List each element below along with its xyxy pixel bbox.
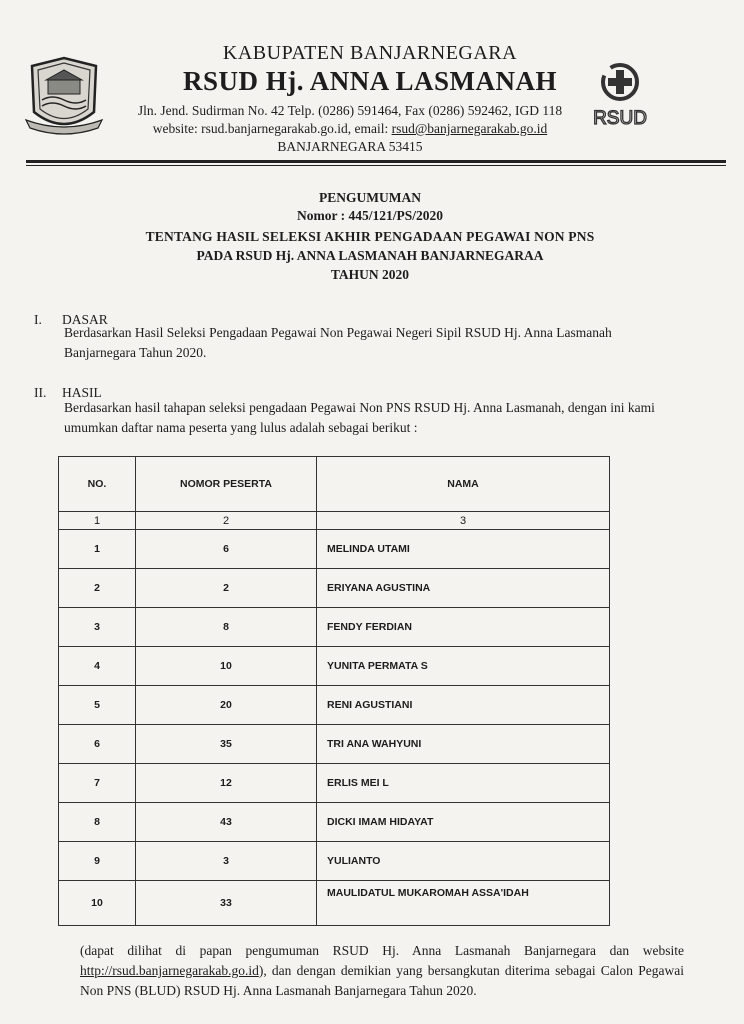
closing-text-end: ), dan dengan demikian yang bersangkutan diterima sebagai Calon Pegawai Non PNS (BLUD) RSUD Hj. Anna Lasmanah Banjarnegara Tahun 2020. [80,963,684,998]
row-no: 3 [59,608,136,647]
row-nama: TRI ANA WAHYUNI [317,725,610,764]
row-nama: RENI AGUSTIANI [317,686,610,725]
index-cell: 3 [317,512,610,530]
row-no: 10 [59,881,136,926]
address-line: Jln. Jend. Sudirman No. 42 Telp. (0286) 591464, Fax (0286) 592462, IGD 118 [137,103,563,118]
rsud-logo-text: RSUD [593,108,647,129]
table-row [59,608,610,647]
table-row [59,725,610,764]
letterhead-rule-thin [26,165,726,166]
header-no: NO. [59,457,136,512]
row-no: 4 [59,647,136,686]
table-row [59,842,610,881]
row-nomor: 33 [136,881,317,926]
row-no: 6 [59,725,136,764]
row-nama: YULIANTO [317,842,610,881]
announcement-heading: PENGUMUMAN [319,190,421,205]
row-nomor: 12 [136,764,317,803]
website-link[interactable]: http://rsud.banjarnegarakab.go.id [80,963,259,978]
regency-name: KABUPATEN BANJARNEGARA [222,42,518,64]
index-cell: 1 [59,512,136,530]
announcement-year: TAHUN 2020 [330,267,410,282]
row-nomor: 43 [136,803,317,842]
row-no: 1 [59,530,136,569]
row-nomor: 10 [136,647,317,686]
announcement-subject-line1: TENTANG HASIL SELEKSI AKHIR PENGADAAN PEGAWAI NON PNS [145,229,595,244]
table-row [59,647,610,686]
section-number: I. [34,312,42,327]
row-nama: ERIYANA AGUSTINA [317,569,610,608]
section-title: HASIL [62,385,102,400]
city-line: BANJARNEGARA 53415 [277,139,423,154]
closing-text-start: (dapat dilihat di papan pengumuman RSUD Hj. Anna Lasmanah Banjarnegara dan website [80,943,684,958]
table-row [59,530,610,569]
row-no: 5 [59,686,136,725]
section-title: DASAR [62,312,108,327]
banjarnegara-crest-logo [24,54,104,136]
email-link[interactable]: rsud@banjarnegarakab.go.id [391,121,548,136]
row-no: 9 [59,842,136,881]
table-row [59,803,610,842]
table-row [59,569,610,608]
letterhead-rule-thick [26,160,726,163]
row-no: 2 [59,569,136,608]
table-row [59,686,610,725]
row-nama: ERLIS MEI L [317,764,610,803]
row-nomor: 35 [136,725,317,764]
index-cell: 2 [136,512,317,530]
row-nama: FENDY FERDIAN [317,608,610,647]
row-nama: MELINDA UTAMI [317,530,610,569]
header-nomor-peserta: NOMOR PESERTA [136,457,317,512]
row-nama: MAULIDATUL MUKAROMAH ASSA'IDAH [317,881,610,926]
column-index-row [59,512,610,530]
header-nama: NAMA [317,457,610,512]
row-no: 8 [59,803,136,842]
contact-line [110,121,590,137]
row-nomor: 8 [136,608,317,647]
rsud-logo [584,58,656,134]
section-hasil-body: Berdasarkan hasil tahapan seleksi pengadaan Pegawai Non PNS RSUD Hj. Anna Lasmanah, dengan ini kami umumkan daftar nama peserta yang lulus adalah sebagai berikut : [64,400,655,435]
website-text: website: rsud.banjarnegarakab.go.id, email: [152,121,392,136]
table-row [59,881,610,926]
section-number: II. [34,385,47,400]
section-dasar-body: Berdasarkan Hasil Seleksi Pengadaan Pegawai Non Pegawai Negeri Sipil RSUD Hj. Anna Lasmanah Banjarnegara Tahun 2020. [64,325,612,360]
hospital-name: RSUD Hj. ANNA LASMANAH [182,66,558,96]
participants-table [58,456,610,926]
row-nama: YUNITA PERMATA S [317,647,610,686]
row-nomor: 2 [136,569,317,608]
announcement-number: Nomor : 445/121/PS/2020 [297,208,443,223]
announcement-subject-line2: PADA RSUD Hj. ANNA LASMANAH BANJARNEGARAA [196,248,544,263]
row-no: 7 [59,764,136,803]
row-nama: DICKI IMAM HIDAYAT [317,803,610,842]
row-nomor: 20 [136,686,317,725]
row-nomor: 3 [136,842,317,881]
row-nomor: 6 [136,530,317,569]
table-row [59,764,610,803]
closing-paragraph [80,941,684,1001]
